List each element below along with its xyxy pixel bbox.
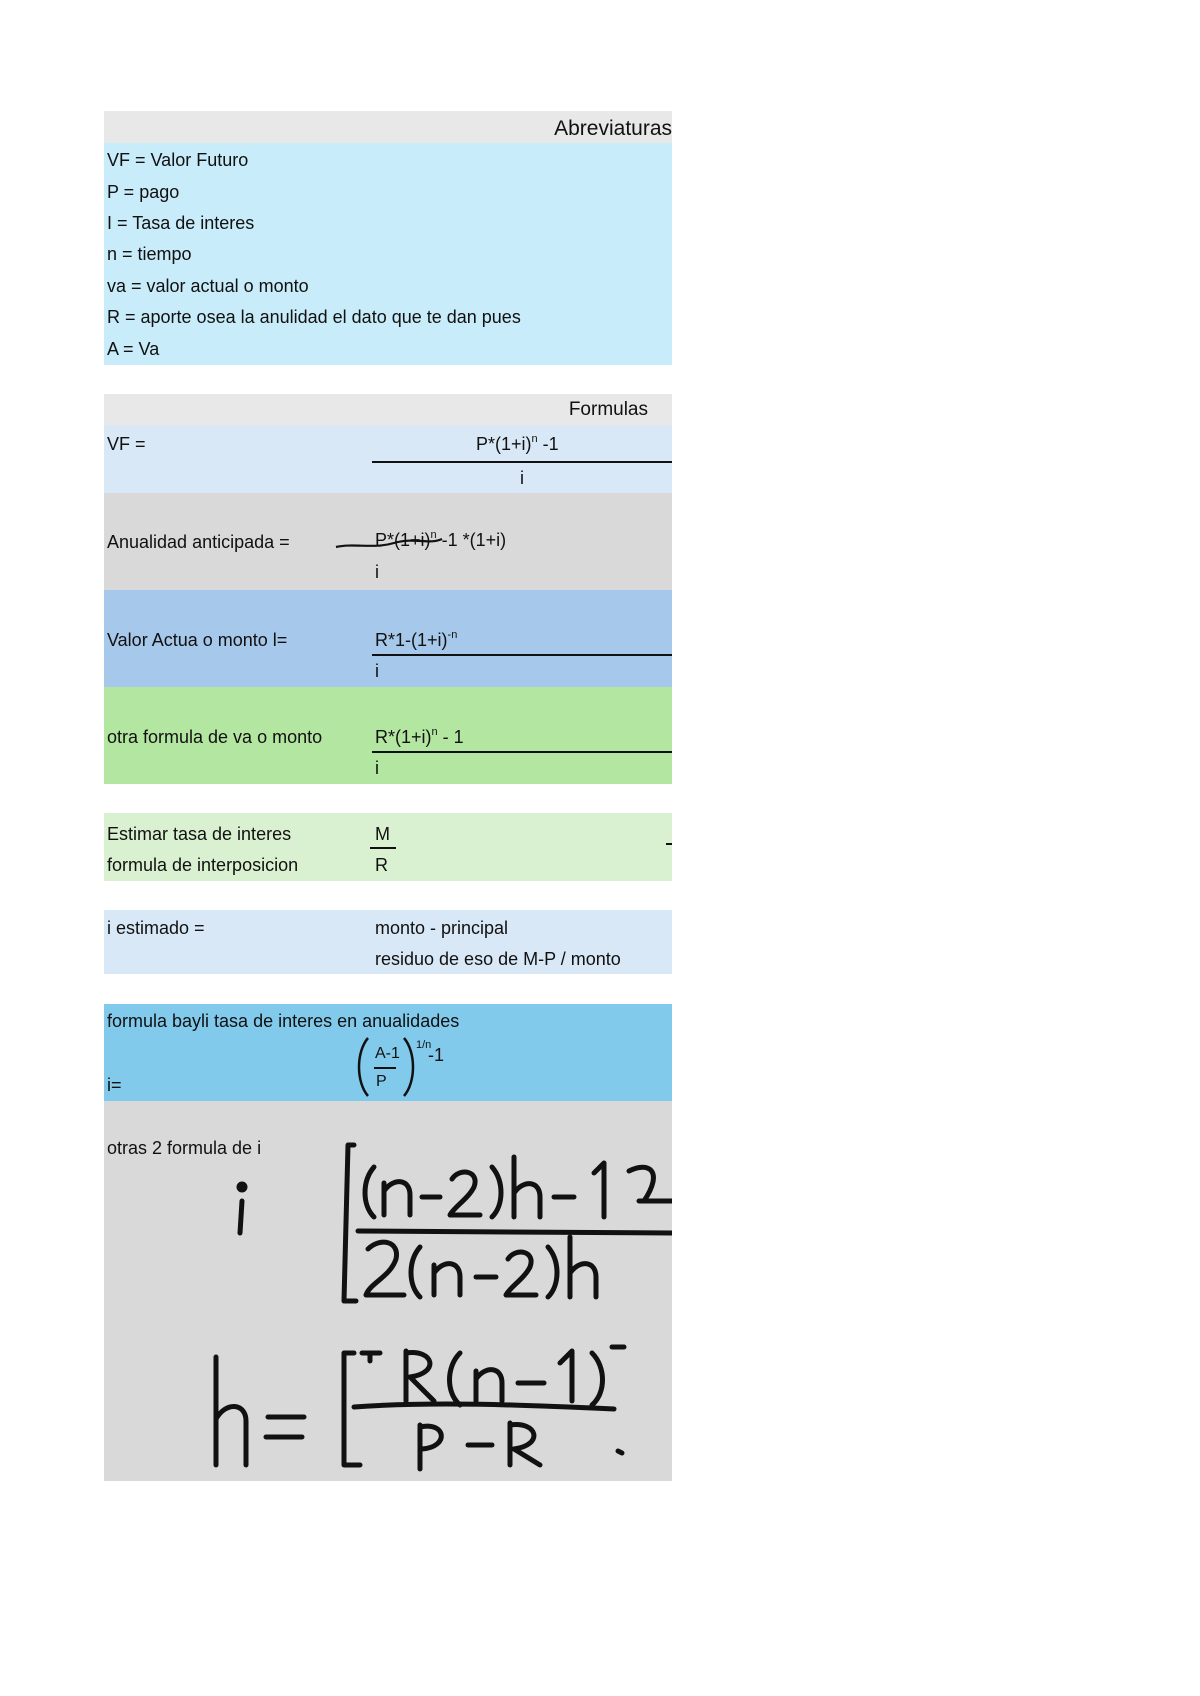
- i-estimado-line2: residuo de eso de M-P / monto: [375, 949, 621, 969]
- abbreviations-title: Abreviaturas: [554, 117, 672, 140]
- i-estimado-line1: monto - principal: [375, 918, 509, 938]
- bayli-numerator: A-1: [375, 1045, 400, 1062]
- estimate-rate-row: [104, 813, 672, 881]
- bayli-label: i=: [107, 1075, 122, 1095]
- estimate-denominator: R: [375, 855, 388, 875]
- cell-overflow-mark: [666, 843, 672, 845]
- bayli-exponent: 1/n: [416, 1039, 432, 1051]
- vf-fraction-bar: [372, 461, 672, 463]
- valor-actual-numerator: $R*1-(1+i)^{-n}$: [375, 629, 458, 650]
- otra-va-label: otra formula de va o monto: [107, 727, 323, 747]
- i-estimado-label: i estimado =: [107, 918, 205, 938]
- abbreviations-header: [104, 111, 672, 143]
- handwritten-formulas-image: [104, 1101, 672, 1481]
- bayli-fraction-bar: [374, 1067, 396, 1069]
- abbrev-item: P = pago: [107, 182, 180, 202]
- bayli-title: formula bayli tasa de interes en anualidades: [107, 1011, 460, 1031]
- valor-actual-denominator: i: [375, 661, 379, 681]
- abbrev-item: n = tiempo: [107, 244, 192, 264]
- anticipada-label: Anualidad anticipada =: [107, 532, 290, 552]
- vf-numerator: $P*(1+i)^n$ -1: [476, 433, 559, 454]
- estimate-line2: formula de interposicion: [107, 855, 299, 875]
- otra-va-numerator: $R*(1+i)^n - 1$: [375, 726, 464, 747]
- abbrev-item: A = Va: [107, 339, 160, 359]
- estimate-line1: Estimar tasa de interes: [107, 824, 292, 844]
- bayli-denominator: P: [376, 1073, 387, 1090]
- estimate-fraction-bar: [370, 847, 396, 849]
- i-estimado-row: [104, 910, 672, 974]
- formulas-title: Formulas: [568, 399, 648, 420]
- valor-actual-label: Valor Actua o monto l=: [107, 630, 288, 650]
- anticipada-formula-row: [104, 493, 672, 590]
- bayli-formula-row: [104, 1004, 672, 1101]
- vf-label: VF =: [107, 434, 146, 454]
- vf-formula-row: [104, 425, 672, 493]
- otra-va-formula-row: [104, 687, 672, 784]
- bayli-tail: -1: [428, 1045, 445, 1065]
- abbrev-item: va = valor actual o monto: [107, 276, 309, 296]
- valor-actual-fraction-bar: [372, 654, 672, 656]
- formulas-header: [104, 394, 672, 425]
- otra-va-denominator: i: [375, 758, 379, 778]
- vf-denominator: i: [520, 468, 524, 488]
- handwritten-fraction-bar: [334, 533, 444, 553]
- anticipada-numerator: $P*(1+i)^n$ -1 *(1+i): [375, 529, 507, 550]
- otras-label: otras 2 formula de i: [107, 1138, 262, 1158]
- abbrev-item: R = aporte osea la anulidad el dato que te dan pues: [107, 307, 521, 327]
- abbrev-item: I = Tasa de interes: [107, 213, 255, 233]
- valor-actual-formula-row: [104, 590, 672, 687]
- estimate-numerator: M: [375, 824, 390, 844]
- otra-va-fraction-bar: [372, 751, 672, 753]
- anticipada-denominator: i: [375, 562, 379, 582]
- other-formulas-row: [104, 1101, 672, 1481]
- abbreviations-list: [104, 143, 672, 365]
- abbrev-item: VF = Valor Futuro: [107, 150, 249, 170]
